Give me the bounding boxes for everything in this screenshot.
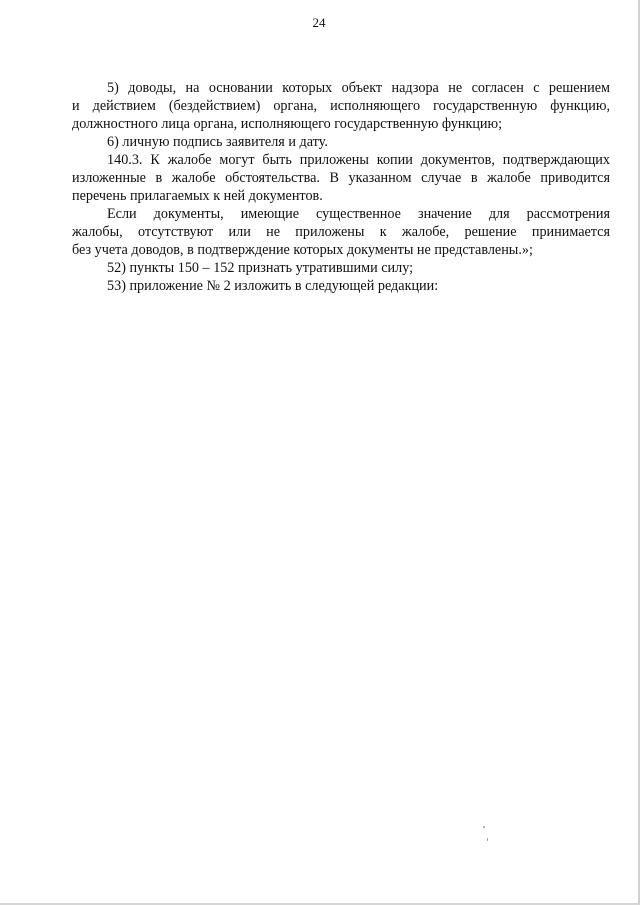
page-number: 24 xyxy=(312,15,326,30)
text-line: перечень прилагаемых к ней документов. xyxy=(72,188,323,204)
paragraph-140-3 xyxy=(72,151,610,205)
paragraph-item-6 xyxy=(72,133,610,151)
text-line: 140.3. К жалобе могут быть приложены копии документов, подтверждающих xyxy=(107,152,610,168)
text-line: 5) доводы, на основании которых объект надзора не согласен с решением xyxy=(107,80,610,96)
text-line: Если документы, имеющие существенное значение для рассмотрения xyxy=(107,206,610,222)
scan-speck xyxy=(487,838,488,841)
paragraph-item-53 xyxy=(72,277,610,295)
scan-speck xyxy=(483,826,485,828)
paragraph-item-5 xyxy=(72,79,610,133)
text-line: 6) личную подпись заявителя и дату. xyxy=(107,134,328,150)
text-line: 53) приложение № 2 изложить в следующей редакции: xyxy=(107,278,439,294)
paragraph-documents xyxy=(72,205,610,259)
text-line: жалобы, отсутствуют или не приложены к жалобе, решение принимается xyxy=(72,224,610,240)
text-line: и действием (бездействием) органа, исполняющего государственную функцию, xyxy=(72,98,610,114)
text-line: изложенные в жалобе обстоятельства. В указанном случае в жалобе приводится xyxy=(72,170,610,186)
text-line: должностного лица органа, исполняющего государственную функцию; xyxy=(72,116,503,132)
text-line: без учета доводов, в подтверждение которых документы не представлены.»; xyxy=(72,242,533,258)
document-body xyxy=(72,79,610,295)
text-line: 52) пункты 150 – 152 признать утратившими силу; xyxy=(107,260,414,276)
paragraph-item-52 xyxy=(72,259,610,277)
